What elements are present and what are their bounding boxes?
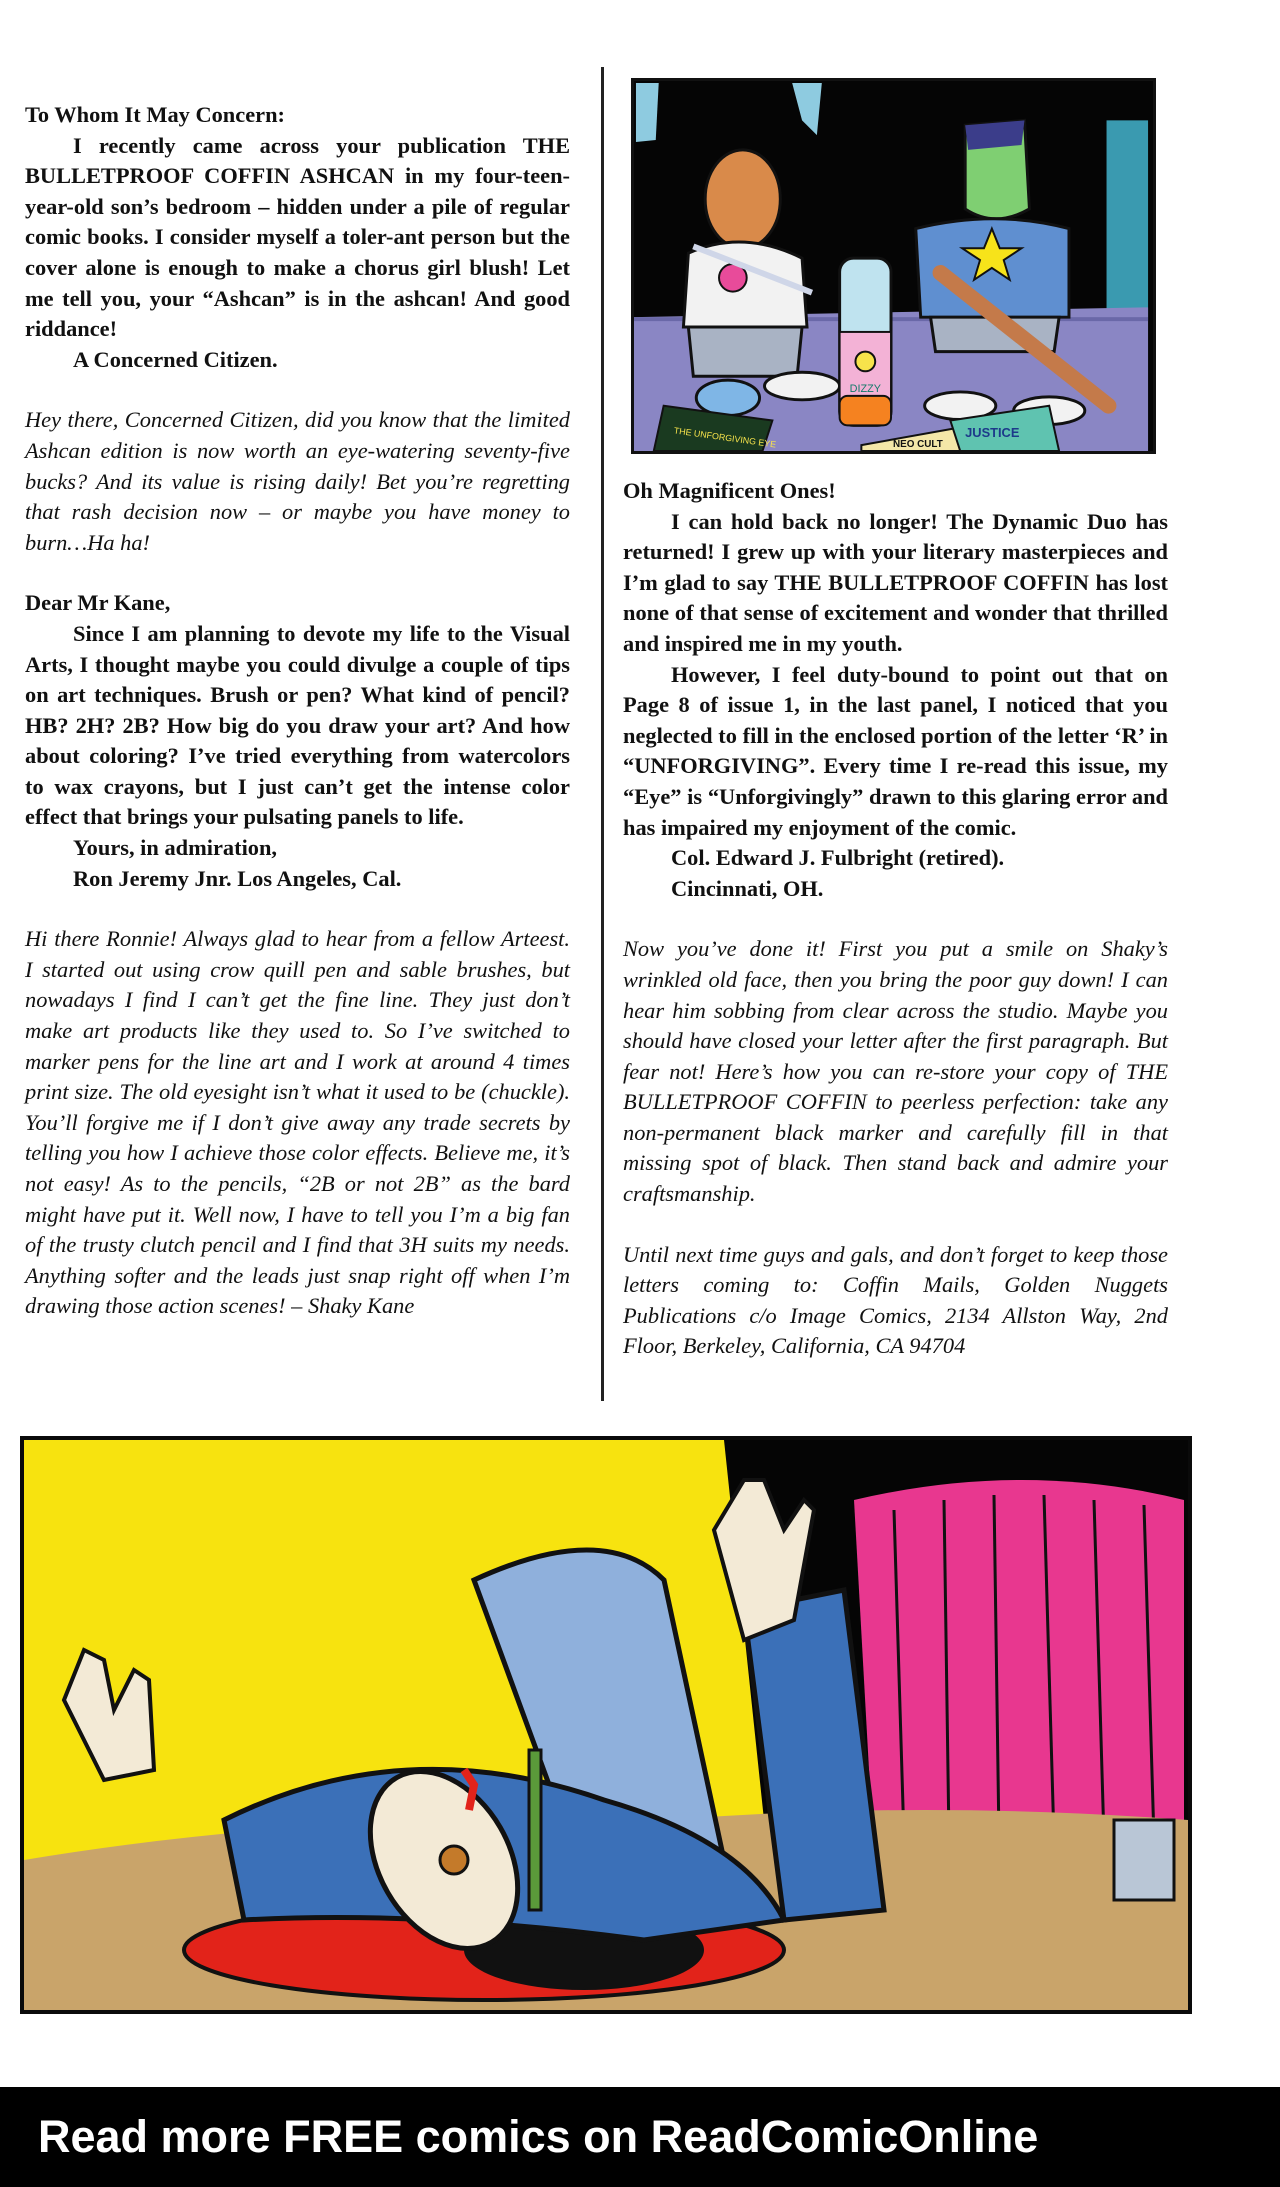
reply-text: Hi there Ronnie! Always glad to hear from a fellow Arteest. I started out using crow quill pen and sable brushes, but nowadays I find I can’t get the fine line. They just don’t make art products like they used to. So I’ve switched to marker pens for the line art and I work at around 4 times print size. The old eyesight isn’t what it used to be (chuckle). You’ll forgive me if I don’t give away any trade secrets by telling you how I achieve those color effects. Believe me, it’s not easy! As to the pencils, “2B or not 2B” as the bard might have put it. Well now, I have to tell you I’m a big fan of the trusty clutch pencil and I find that 3H suits my needs. Anything softer and the leads just snap right off when I’m drawing those action scenes! – Shaky Kane — [25, 926, 570, 1319]
signoff-text: Until next time guys and gals, and don’t forget to keep those letters coming to: Coffin Mails, Golden Nuggets Publications c/o Image Comics, 2134 Allston Way, 2nd Floor, Berkeley, California, CA 94704 — [623, 1241, 1168, 1359]
letter-concerned-citizen — [25, 100, 570, 375]
letter-body: However, I feel duty-bound to point out that on Page 8 of issue 1, in the last panel, I noticed that you neglected to fill in the enclosed portion of the letter ‘R’ in “UNFORGIVING”. Every time I re-read this issue, my “Eye” is “Unforgivingly” drawn to this glaring error and has impaired my enjoyment of the comic. — [623, 661, 1168, 840]
reply-text: Hey there, Concerned Citizen, did you know that the limited Ashcan edition is now worth an eye-watering seventy-five bucks? And its value is rising daily! Bet you’re regretting that rash decision now – or maybe you have money to burn…Ha ha! — [25, 407, 570, 555]
reply-ron-jeremy — [25, 924, 570, 1322]
letter-signature: Col. Edward J. Fulbright (retired). — [671, 845, 1005, 871]
comic-panel-monster-kids — [631, 78, 1156, 454]
comic-cover-title: THE UNFORGIVING EYE — [673, 425, 777, 450]
right-column — [623, 476, 1168, 1362]
reply-concerned-citizen — [25, 405, 570, 558]
reply-col-fulbright — [623, 934, 1168, 1209]
letter-signature-location: Cincinnati, OH. — [671, 875, 824, 901]
letter-salutation: Oh Magnificent Ones! — [623, 478, 836, 503]
letter-salutation: Dear Mr Kane, — [25, 590, 171, 616]
bottle-label: DIZZY — [849, 382, 882, 395]
comic-cover-title: NEO CULT — [893, 439, 943, 451]
promo-banner-text[interactable]: Read more FREE comics on ReadComicOnline — [38, 2111, 1039, 2162]
comic-panel-fallen-man — [20, 1436, 1192, 2014]
comic-cover-title: JUSTICE — [965, 425, 1020, 441]
promo-banner[interactable] — [0, 2087, 1280, 2187]
letter-signature: A Concerned Citizen. — [73, 346, 278, 372]
column-divider — [601, 67, 604, 1401]
letter-salutation: To Whom It May Concern: — [25, 102, 285, 127]
letter-body: I can hold back no longer! The Dynamic Duo has returned! I grew up with your literary masterpieces and I’m glad to say THE BULLETPROOF COFFIN has lost none of that sense of excitement and wonder that thrilled and inspired me in my youth. — [623, 508, 1168, 656]
letter-signature: Ron Jeremy Jnr. Los Angeles, Cal. — [73, 865, 402, 891]
reply-text: Now you’ve done it! First you put a smile on Shaky’s wrinkled old face, then you bring the poor guy down! I can hear him sobbing from clear across the studio. Maybe you should have closed your letter after the first paragraph. But fear not! Here’s how you can re-store your copy of THE BULLETPROOF COFFIN to peerless perfection: take any non-permanent black marker and carefully fill in that missing spot of black. Then stand back and admire your craftsmanship. — [623, 936, 1168, 1207]
fallen-man-illustration — [24, 1440, 1188, 2010]
monster-kids-illustration — [634, 81, 1153, 451]
letter-body: Since I am planning to devote my life to the Visual Arts, I thought maybe you could divulge a couple of tips on art techniques. Brush or pen? What kind of pencil? HB? 2H? 2B? How big do you draw your art? And how about coloring? I’ve tried everything from watercolors to wax crayons, but I just can’t get the intense color effect that brings your pulsating panels to life. — [25, 620, 570, 830]
letter-col-fulbright — [623, 476, 1168, 904]
letter-closing: Yours, in admiration, — [73, 835, 278, 861]
letter-body: I recently came across your publication THE BULLETPROOF COFFIN ASHCAN in my four-teen-year-old son’s bedroom – hidden under a pile of regular comic books. I consider myself a toler-ant person but the cover alone is enough to make a chorus girl blush! Let me tell you, your “Ashcan” is in the ashcan! And good riddance! — [25, 132, 570, 342]
left-column — [25, 100, 570, 1322]
letter-ron-jeremy — [25, 588, 570, 894]
mailing-address-signoff — [623, 1240, 1168, 1362]
